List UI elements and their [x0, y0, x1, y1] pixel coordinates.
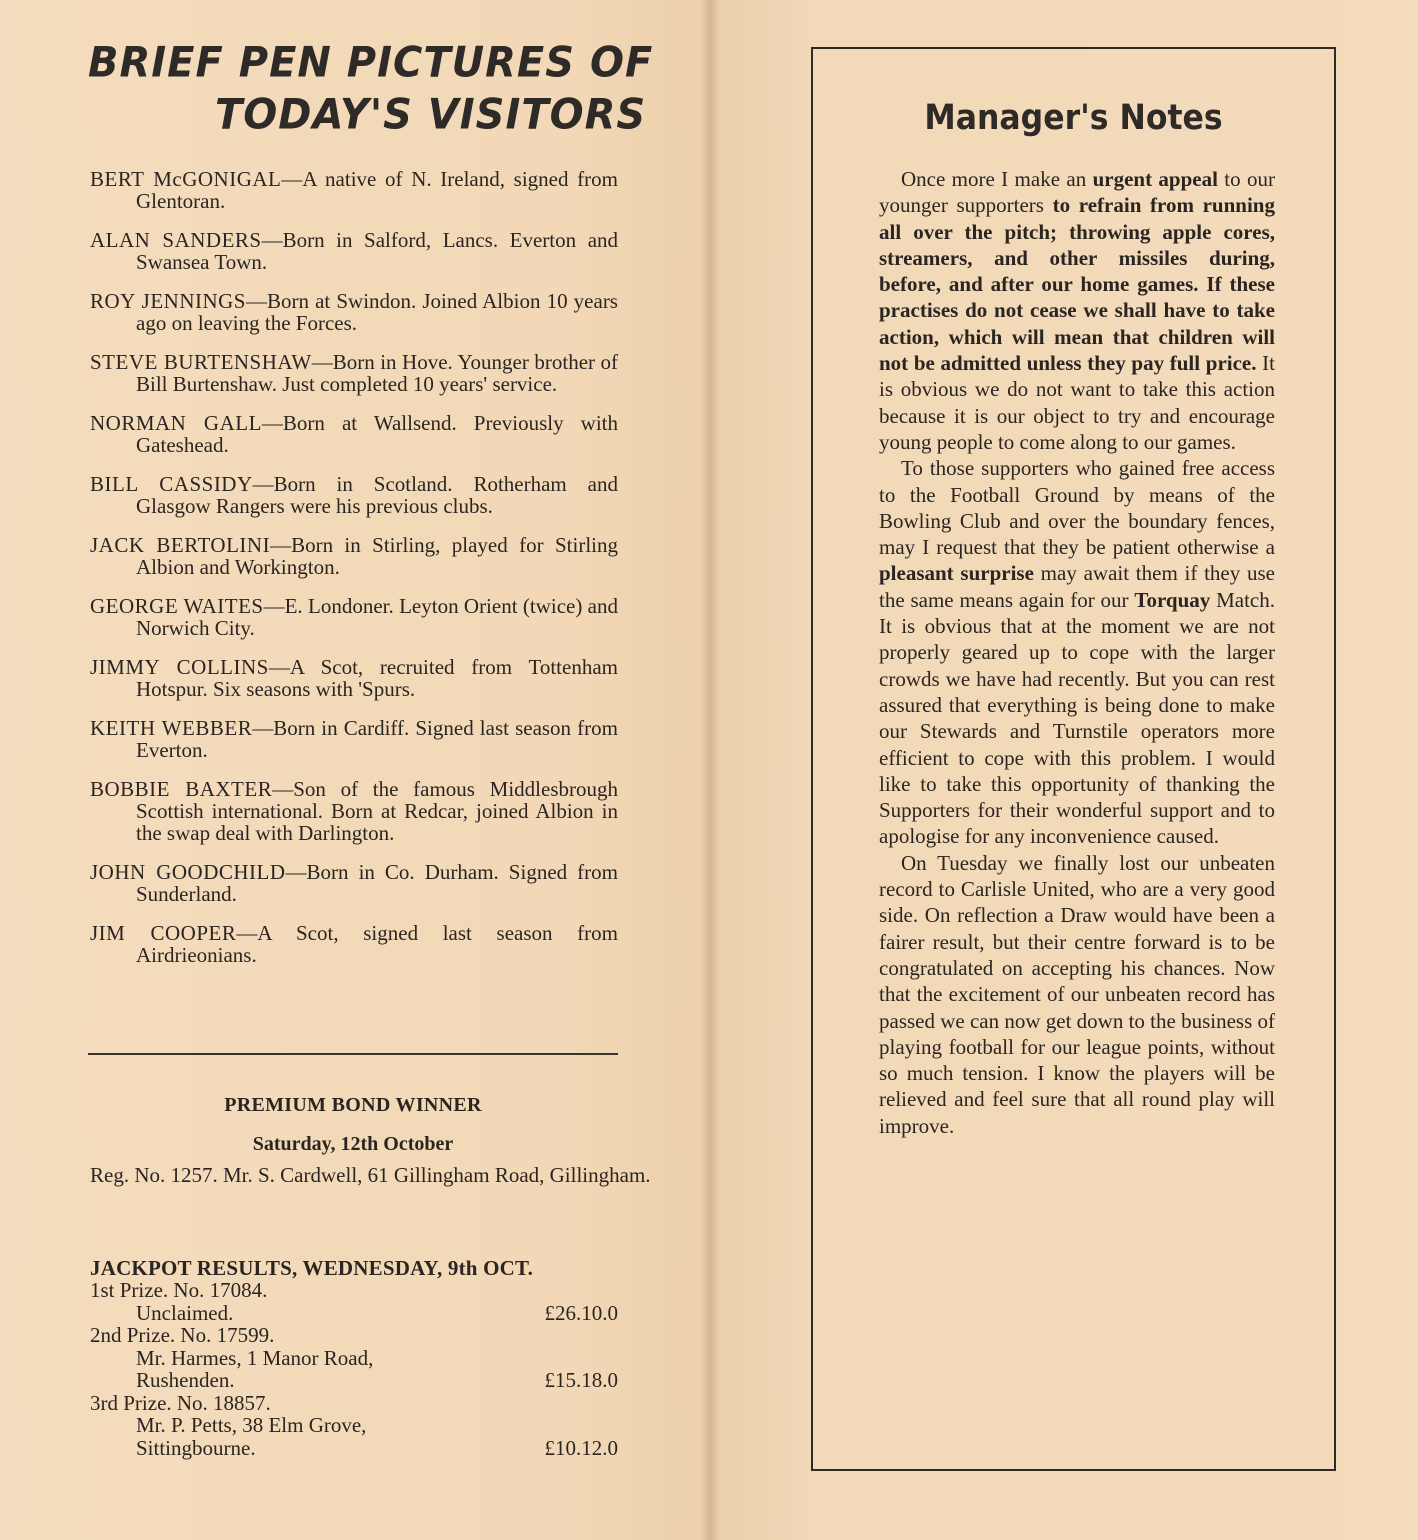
player-name: NORMAN GALL [90, 411, 262, 435]
player-description: Born in Salford, Lancs. Everton and Swansea Town. [136, 228, 619, 274]
page-spine [700, 0, 720, 1540]
player-list [90, 168, 618, 983]
notes-text: It is obvious we do not want to take this action because it is our object to try and encourage young people to come along to our games. [879, 351, 1276, 454]
jackpot-line-text: Sittingbourne. [136, 1435, 256, 1460]
jackpot-line [90, 1437, 618, 1460]
player-entry: NORMAN GALL—Born at Wallsend. Previously with Gateshead. [90, 411, 618, 457]
jackpot-line [90, 1369, 618, 1392]
player-entry: JOHN GOODCHILD—Born in Co. Durham. Signed from Sunderland. [90, 860, 618, 906]
player-entry: GEORGE WAITES—E. Londoner. Leyton Orient (twice) and Norwich City. [90, 594, 619, 640]
jackpot-line-text: 3rd Prize. No. 18857. [90, 1390, 271, 1415]
notes-bold-text: Torquay [1134, 587, 1211, 612]
jackpot-line-text: Rushenden. [136, 1368, 235, 1392]
player-name: JIMMY COLLINS [90, 655, 269, 679]
player-entry: JIM COOPER—A Scot, signed last season from Airdrieonians. [90, 921, 618, 967]
jackpot-line [90, 1347, 618, 1370]
notes-text: Match. It is obvious that at the moment we are not properly geared up to cope with the larger crowds we have had recently. But you can rest assured that everything is being done to make our Stewards and Turnstile operators more efficient to cope with this problem. I would like to take this opportunity of thanking the Supporters for their wonderful support and to apologise for any inconvenience caused. [879, 587, 1275, 849]
jackpot-prize-amount: £10.12.0 [544, 1435, 618, 1460]
managers-notes-title: Manager's Notes [924, 98, 1223, 138]
jackpot-line-text: Mr. P. Petts, 38 Elm Grove, [136, 1413, 367, 1437]
player-description: E. Londoner. Leyton Orient (twice) and Norwich City. [136, 594, 619, 640]
notes-paragraph [879, 166, 1275, 455]
player-name: STEVE BURTENSHAW [90, 350, 312, 374]
player-name: BERT McGONIGAL [90, 167, 282, 191]
jackpot-heading: JACKPOT RESULTS, WEDNESDAY, 9th OCT. [90, 1256, 534, 1280]
jackpot-line [90, 1392, 618, 1415]
player-description: Born in Cardiff. Signed last season from Everton. [136, 716, 618, 762]
jackpot-line [90, 1324, 618, 1347]
jackpot-prize-amount: £15.18.0 [544, 1368, 618, 1392]
player-description: Born in Scotland. Rotherham and Glasgow Rangers were his previous clubs. [136, 472, 618, 518]
player-description: A Scot, signed last season from Airdrieonians. [136, 921, 618, 967]
player-name: ALAN SANDERS [90, 228, 262, 252]
notes-paragraph [879, 850, 1275, 1139]
jackpot-line-text: 2nd Prize. No. 17599. [90, 1323, 275, 1347]
player-name: ROY JENNINGS [90, 289, 246, 313]
notes-text: Once more I make an [901, 167, 1093, 191]
notes-text: may await them if they use the same means again for our [879, 561, 1275, 612]
jackpot-line-text: Unclaimed. [136, 1300, 234, 1325]
player-description: Born at Wallsend. Previously with Gateshead. [136, 411, 618, 457]
notes-paragraph [879, 455, 1275, 849]
player-name: BILL CASSIDY [90, 472, 253, 496]
player-description: A Scot, recruited from Tottenham Hotspur. Six seasons with 'Spurs. [136, 655, 618, 701]
premium-bond-heading: PREMIUM BOND WINNER [224, 1094, 482, 1116]
premium-bond-date: Saturday, 12th October [252, 1133, 454, 1155]
premium-bond-winner-text: Reg. No. 1257. Mr. S. Cardwell, 61 Gillingham Road, Gillingham. [90, 1163, 651, 1187]
player-name: JIM COOPER [90, 921, 237, 945]
notes-bold-text: to refrain from running all over the pitch; throwing apple cores, streamers, and other missiles during, before, and after our home games. If these practises do not cease we shall have to take action, which will mean that children will not be admitted unless they pay full price. [879, 193, 1275, 376]
player-entry: JIMMY COLLINS—A Scot, recruited from Tottenham Hotspur. Six seasons with 'Spurs. [90, 655, 618, 701]
jackpot-line-text: Mr. Harmes, 1 Manor Road, [136, 1345, 374, 1370]
jackpot-results [90, 1279, 618, 1459]
player-entry: JACK BERTOLINI—Born in Stirling, played for Stirling Albion and Workington. [90, 533, 618, 579]
player-entry: KEITH WEBBER—Born in Cardiff. Signed last season from Everton. [90, 716, 618, 762]
page-title-line-1: BRIEF PEN PICTURES OF [88, 38, 654, 88]
player-entry: ALAN SANDERS—Born in Salford, Lancs. Everton and Swansea Town. [90, 228, 619, 274]
notes-bold-text: pleasant surprise [879, 561, 1034, 586]
player-entry: STEVE BURTENSHAW—Born in Hove. Younger brother of Bill Burtenshaw. Just completed 10 years' service. [90, 350, 618, 396]
jackpot-line [90, 1414, 618, 1437]
player-description: Son of the famous Middlesbrough Scottish international. Born at Redcar, joined Albion in the swap deal with Darlington. [136, 777, 618, 845]
player-name: GEORGE WAITES [90, 594, 264, 618]
notes-text: to our younger supporters [879, 167, 1275, 218]
player-entry: ROY JENNINGS—Born at Swindon. Joined Albion 10 years ago on leaving the Forces. [90, 289, 618, 335]
player-description: Born in Co. Durham. Signed from Sunderland. [136, 860, 618, 906]
page-title-line-2: TODAY'S VISITORS [215, 90, 647, 140]
managers-notes-body [879, 166, 1275, 1139]
player-description: A native of N. Ireland, signed from Glentoran. [136, 167, 619, 213]
jackpot-line-text: 1st Prize. No. 17084. [90, 1278, 268, 1302]
player-description: Born at Swindon. Joined Albion 10 years ago on leaving the Forces. [136, 289, 618, 335]
player-entry: BOBBIE BAXTER—Son of the famous Middlesbrough Scottish international. Born at Redcar, joined Albion in the swap deal with Darlington. [90, 777, 618, 845]
jackpot-line [90, 1302, 618, 1325]
player-name: JACK BERTOLINI [90, 533, 271, 557]
player-name: BOBBIE BAXTER [90, 777, 273, 801]
player-entry: BERT McGONIGAL—A native of N. Ireland, signed from Glentoran. [90, 167, 619, 213]
section-divider [88, 1053, 618, 1055]
jackpot-prize-amount: £26.10.0 [544, 1300, 618, 1325]
notes-bold-text: urgent appeal [1092, 167, 1218, 191]
player-name: JOHN GOODCHILD [90, 860, 286, 884]
player-description: Born in Hove. Younger brother of Bill Burtenshaw. Just completed 10 years' service. [136, 350, 618, 396]
notes-text: To those supporters who gained free access to the Football Ground by means of the Bowling Club and over the boundary fences, may I request that they be patient otherwise a [879, 456, 1275, 560]
jackpot-line [90, 1279, 618, 1302]
player-entry: BILL CASSIDY—Born in Scotland. Rotherham and Glasgow Rangers were his previous clubs. [90, 472, 618, 518]
player-description: Born in Stirling, played for Stirling Albion and Workington. [136, 533, 618, 579]
player-name: KEITH WEBBER [90, 716, 253, 740]
notes-text: On Tuesday we finally lost our unbeaten record to Carlisle United, who are a very good side. On reflection a Draw would have been a fairer result, but their centre forward is to be congratulated on accepting his chances. Now that the excitement of our unbeaten record has passed we can now get down to the business of playing football for our league points, without so much tension. I know the players will be relieved and feel sure that all round play will improve. [879, 850, 1276, 1138]
